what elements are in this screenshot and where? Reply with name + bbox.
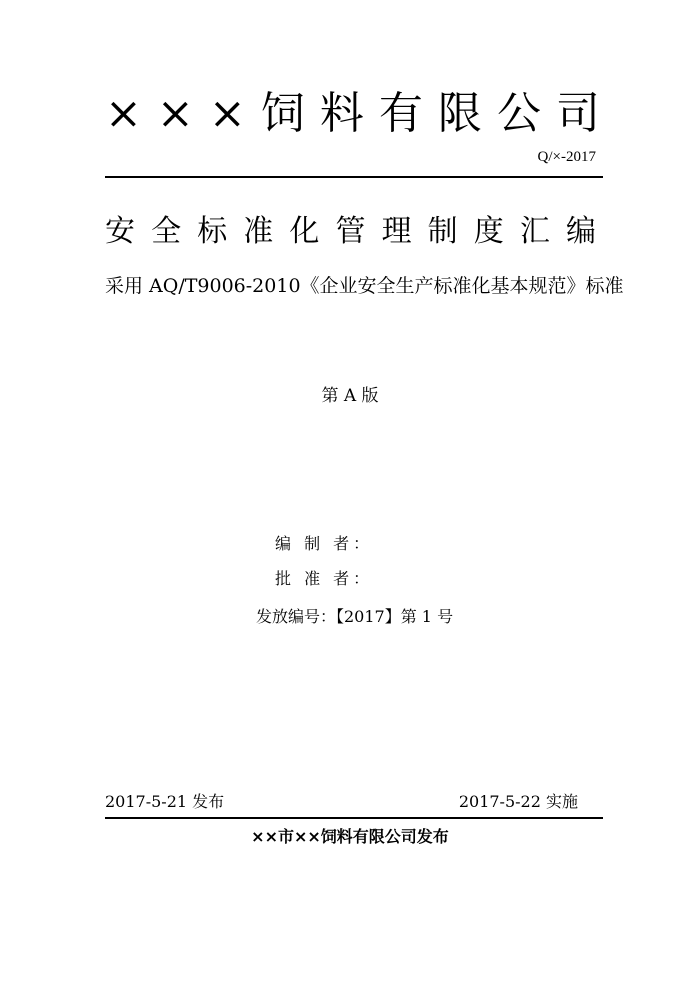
company-title-char: 料 <box>319 88 364 139</box>
document-title-char: 化 <box>289 214 320 249</box>
company-title-char: 饲 <box>260 88 305 139</box>
company-title-char: 限 <box>437 88 482 139</box>
company-title-char: × <box>105 88 142 139</box>
company-title-char: 公 <box>496 88 541 139</box>
header-divider <box>105 176 603 178</box>
document-title-char: 管 <box>335 214 366 249</box>
document-title <box>105 213 596 251</box>
document-title-char: 制 <box>427 214 458 249</box>
document-title-char: 度 <box>473 214 504 249</box>
document-title-char: 标 <box>197 214 228 249</box>
document-code: Q/×-2017 <box>537 149 596 165</box>
compiler-field: 编 制 者： <box>275 534 374 553</box>
company-title-char: × <box>208 88 246 139</box>
company-title <box>105 86 600 142</box>
publish-date: 2017-5-21 发布 <box>105 792 225 811</box>
standard-subtitle: 采用 AQ/T9006-2010《企业安全生产标准化基本规范》标准 <box>105 275 624 297</box>
document-title-char: 理 <box>381 214 412 249</box>
edition-label: 第 A 版 <box>321 386 379 406</box>
issue-number-field: 发放编号：【2017】第 1 号 <box>256 607 454 626</box>
document-title-char: 编 <box>565 214 596 249</box>
document-title-char: 汇 <box>519 214 550 249</box>
company-title-char: 司 <box>556 88 600 139</box>
document-title-char: 全 <box>151 214 182 249</box>
company-title-char: × <box>156 88 194 139</box>
publisher-line: ××市××饲料有限公司发布 <box>251 827 449 846</box>
document-title-char: 安 <box>105 214 135 249</box>
company-title-char: 有 <box>378 88 423 139</box>
effective-date: 2017-5-22 实施 <box>458 792 578 811</box>
approver-field: 批 准 者： <box>275 569 374 588</box>
footer-divider <box>105 817 603 819</box>
document-title-char: 准 <box>243 214 274 249</box>
